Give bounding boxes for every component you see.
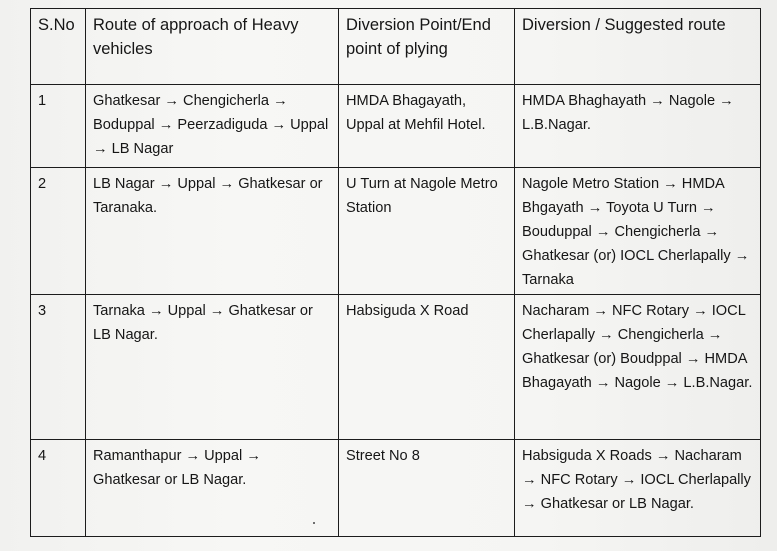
cell-sno: 1 xyxy=(31,85,86,168)
cell-diversion-point: Habsiguda X Road xyxy=(339,295,515,440)
cell-suggested-route: Nagole Metro Station → HMDA Bhgayath → Toyota U Turn → Bouduppal → Chengicherla → Ghatkesar (or) IOCL Cherlapally → Tarnaka xyxy=(515,168,761,295)
table-row xyxy=(31,295,761,440)
cell-diversion-point: U Turn at Nagole Metro Station xyxy=(339,168,515,295)
cell-route: Ramanthapur → Uppal → Ghatkesar or LB Nagar. xyxy=(86,440,339,537)
header-suggested-route: Diversion / Suggested route xyxy=(515,9,761,85)
cell-sno: 2 xyxy=(31,168,86,295)
cell-route: Tarnaka → Uppal → Ghatkesar or LB Nagar. xyxy=(86,295,339,440)
cell-suggested-route: HMDA Bhaghayath → Nagole → L.B.Nagar. xyxy=(515,85,761,168)
header-route-of-approach: Route of approach of Heavy vehicles xyxy=(86,9,339,85)
table-row xyxy=(31,168,761,295)
diversion-routes-table xyxy=(30,8,761,537)
table-row xyxy=(31,85,761,168)
cell-sno: 3 xyxy=(31,295,86,440)
header-diversion-point: Diversion Point/End point of plying xyxy=(339,9,515,85)
cell-suggested-route: Nacharam → NFC Rotary → IOCL Cherlapally → Chengicherla → Ghatkesar (or) Boudppal → HMDA Bhagayath → Nagole → L.B.Nagar. xyxy=(515,295,761,440)
cell-diversion-point: Street No 8 xyxy=(339,440,515,537)
header-sno: S.No xyxy=(31,9,86,85)
scan-speck xyxy=(313,522,315,524)
cell-suggested-route: Habsiguda X Roads → Nacharam → NFC Rotary → IOCL Cherlapally → Ghatkesar or LB Nagar. xyxy=(515,440,761,537)
cell-route: LB Nagar → Uppal → Ghatkesar or Taranaka. xyxy=(86,168,339,295)
cell-diversion-point: HMDA Bhagayath, Uppal at Mehfil Hotel. xyxy=(339,85,515,168)
cell-sno: 4 xyxy=(31,440,86,537)
table-row xyxy=(31,440,761,537)
table-header-row xyxy=(31,9,761,85)
cell-route: Ghatkesar → Chengicherla → Boduppal → Peerzadiguda → Uppal → LB Nagar xyxy=(86,85,339,168)
